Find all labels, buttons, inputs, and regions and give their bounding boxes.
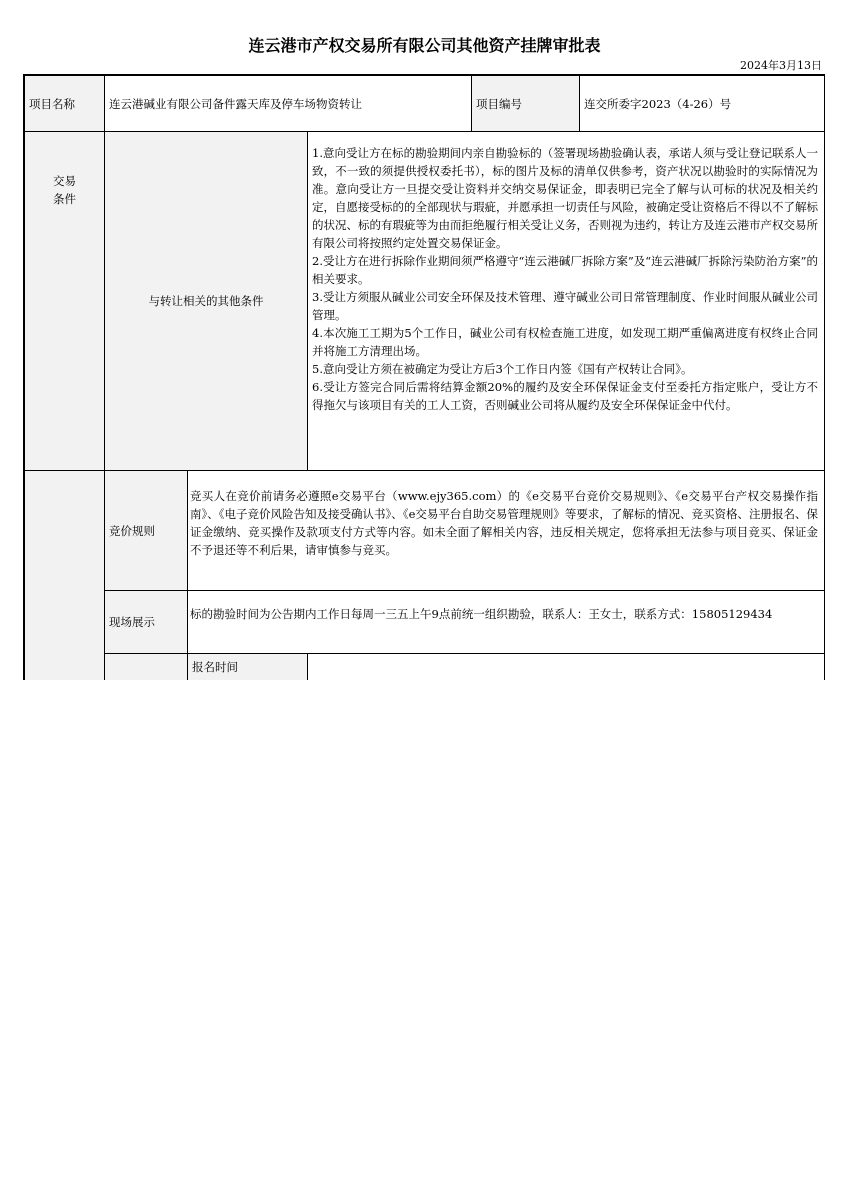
trade-label xyxy=(25,172,104,208)
project-code-value: 连交所委字2023（4-26）号 xyxy=(584,96,732,111)
condition-6: 6.受让方签完合同后需将结算金额20%的履约及安全环保保证金支付至委托方指定账户，受让方不得拖欠与该项目有关的工人工资，否则碱业公司将从履约及安全环保保证金中代付。 xyxy=(312,380,818,412)
signup-time-value xyxy=(308,654,824,680)
project-code-label: 项目编号 xyxy=(476,96,522,111)
page-title: 连云港市产权交易所有限公司其他资产挂牌审批表 xyxy=(248,36,601,55)
row-divider-3 xyxy=(105,590,825,591)
form-date: 2024年3月13日 xyxy=(740,59,822,72)
condition-5: 5.意向受让方须在被确定为受让方后3个工作日内签《国有产权转让合同》。 xyxy=(312,362,693,376)
project-name-label: 项目名称 xyxy=(29,96,75,111)
trade-label-line2: 条件 xyxy=(53,192,76,206)
condition-1: 1.意向受让方在标的勘验期间内亲自勘验标的（签署现场勘验确认表，承诺人须与受让登记联系人一致，不一致的须提供授权委托书），标的图片及标的清单仅供参考，资产状况以勘验时的实际情况为准。意向受让方一旦提交受让资料并交纳交易保证金，即表明已完全了解与认可标的状况及相关约定，自愿接受标的的全部现状与瑕疵，并愿承担一切责任与风险，被确定受让资格后不得以不了解标的状况、标的有瑕疵等为由而拒绝履行相关受让义务，否则视为违约，转让方及连云港市产权交易所有限公司将按照约定处置交易保证金。 xyxy=(312,146,818,250)
signup-label-col-bg xyxy=(105,653,187,680)
conditions-text xyxy=(308,144,824,414)
condition-4: 4.本次施工工期为5个工作日，碱业公司有权检查施工进度，如发现工期严重偏离进度有权终止合同并将施工方清理出场。 xyxy=(312,326,818,358)
site-display-text: 标的勘验时间为公告期内工作日每周一三五上午9点前统一组织勘验，联系人：王女士，联系方式：15805129434 xyxy=(190,607,773,621)
project-name-value: 连云港碱业有限公司备件露天库及停车场物资转让 xyxy=(109,96,362,111)
other-conditions-label: 与转让相关的其他条件 xyxy=(148,294,264,308)
bidding-rule-text: 竞买人在竞价前请务必遵照e交易平台（www.ejy365.com）的《e交易平台竞价交易规则》、《e交易平台产权交易操作指南》、《电子竞价风险告知及接受确认书》、《e交易平台自助交易管理规则》等要求，了解标的情况、竞买资格、注册报名、保证金缴纳、竞买操作及款项支付方式等内容。如未全面了解相关内容，违反相关规定，您将承担无法参与项目竞买、保证金不予退还等不利后果，请审慎参与竞买。 xyxy=(190,489,818,557)
table-border-right xyxy=(824,74,825,680)
bidding-rule-label: 竞价规则 xyxy=(109,523,155,538)
condition-3: 3.受让方须服从碱业公司安全环保及技术管理、遵守碱业公司日常管理制度、作业时间服从碱业公司管理。 xyxy=(312,290,818,322)
trade-label-line1: 交易 xyxy=(53,174,76,188)
signup-time-label: 报名时间 xyxy=(192,660,238,674)
table-border-left xyxy=(23,74,25,680)
site-display-label: 现场展示 xyxy=(109,615,155,629)
condition-2: 2.受让方在进行拆除作业期间须严格遵守“连云港碱厂拆除方案”及“连云港碱厂拆除污染防治方案”的相关要求。 xyxy=(312,254,818,286)
bidding-section-bg xyxy=(24,470,105,680)
